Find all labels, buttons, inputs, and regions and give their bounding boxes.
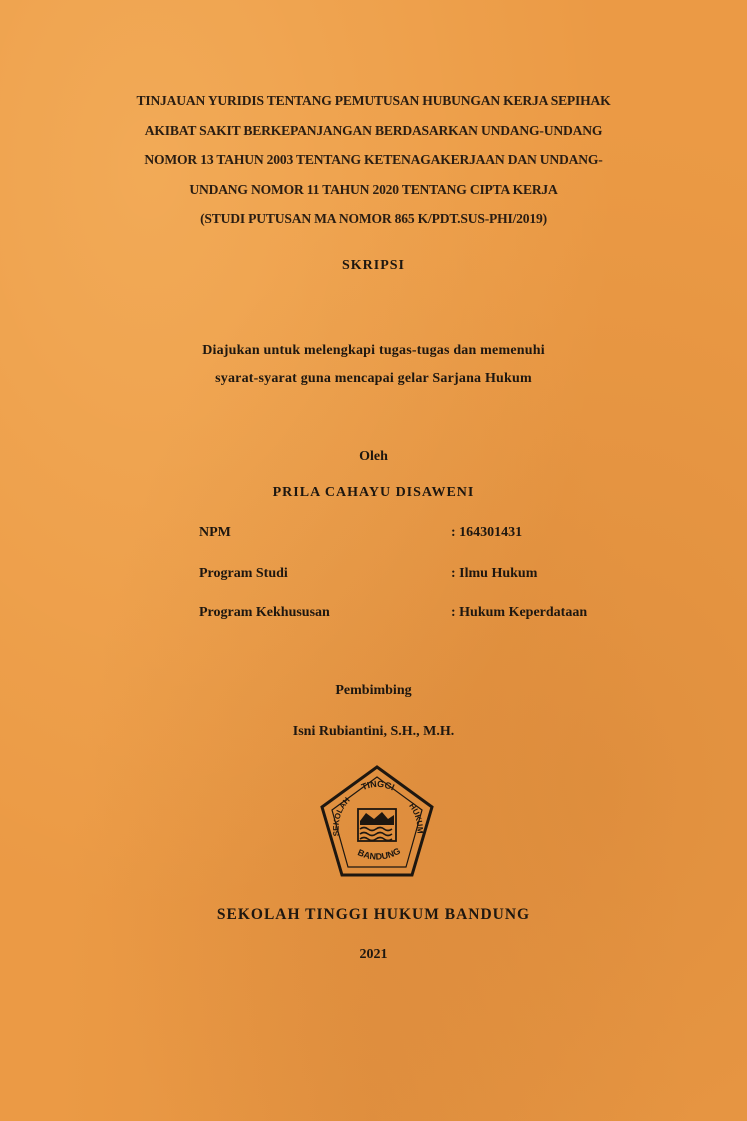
svg-text:SEKOLAH	[332, 795, 352, 836]
purpose-line: Diajukan untuk melengkapi tugas-tugas dan memenuhi	[202, 343, 545, 358]
purpose-line: syarat-syarat guna mencapai gelar Sarjana Hukum	[215, 371, 532, 386]
supervisor-label: Pembimbing	[335, 683, 412, 698]
detail-value: : 164301431	[451, 525, 523, 540]
title-line: UNDANG NOMOR 11 TAHUN 2020 TENTANG CIPTA KERJA	[189, 181, 558, 197]
detail-label: Program Studi	[199, 566, 288, 581]
svg-text:TINGGI	[360, 779, 396, 793]
by-label: Oleh	[359, 449, 388, 464]
seal-text-right: HUKUM	[407, 801, 425, 834]
seal-text-left: SEKOLAH	[331, 795, 352, 837]
detail-label: Program Kekhususan	[199, 605, 330, 620]
svg-text:BANDUNG	[356, 846, 402, 862]
detail-label: NPM	[199, 525, 231, 540]
purpose-statement	[0, 337, 747, 393]
title-line: NOMOR 13 TAHUN 2003 TENTANG KETENAGAKERJAAN DAN UNDANG-	[144, 152, 603, 167]
detail-value: : Hukum Keperdataan	[451, 605, 588, 620]
author-name: PRILA CAHAYU DISAWENI	[272, 485, 475, 500]
thesis-title	[60, 86, 687, 234]
seal-text-bottom: BANDUNG	[356, 845, 402, 862]
title-line: (STUDI PUTUSAN MA NOMOR 865 K/PDT.SUS-PHI/2019)	[200, 211, 547, 226]
svg-text:HUKUM	[407, 802, 424, 834]
institution-name: SEKOLAH TINGGI HUKUM BANDUNG	[216, 906, 531, 923]
supervisor-name: Isni Rubiantini, S.H., M.H.	[292, 724, 455, 739]
title-line: TINJAUAN YURIDIS TENTANG PEMUTUSAN HUBUNGAN KERJA SEPIHAK	[136, 93, 611, 108]
institution-seal-icon	[318, 763, 436, 883]
detail-value: : Ilmu Hukum	[451, 566, 538, 581]
seal-text-top: TINGGI	[360, 778, 397, 793]
title-line: AKIBAT SAKIT BERKEPANJANGAN BERDASARKAN UNDANG-UNDANG	[144, 122, 603, 138]
document-type: SKRIPSI	[341, 258, 406, 273]
year: 2021	[359, 947, 388, 962]
